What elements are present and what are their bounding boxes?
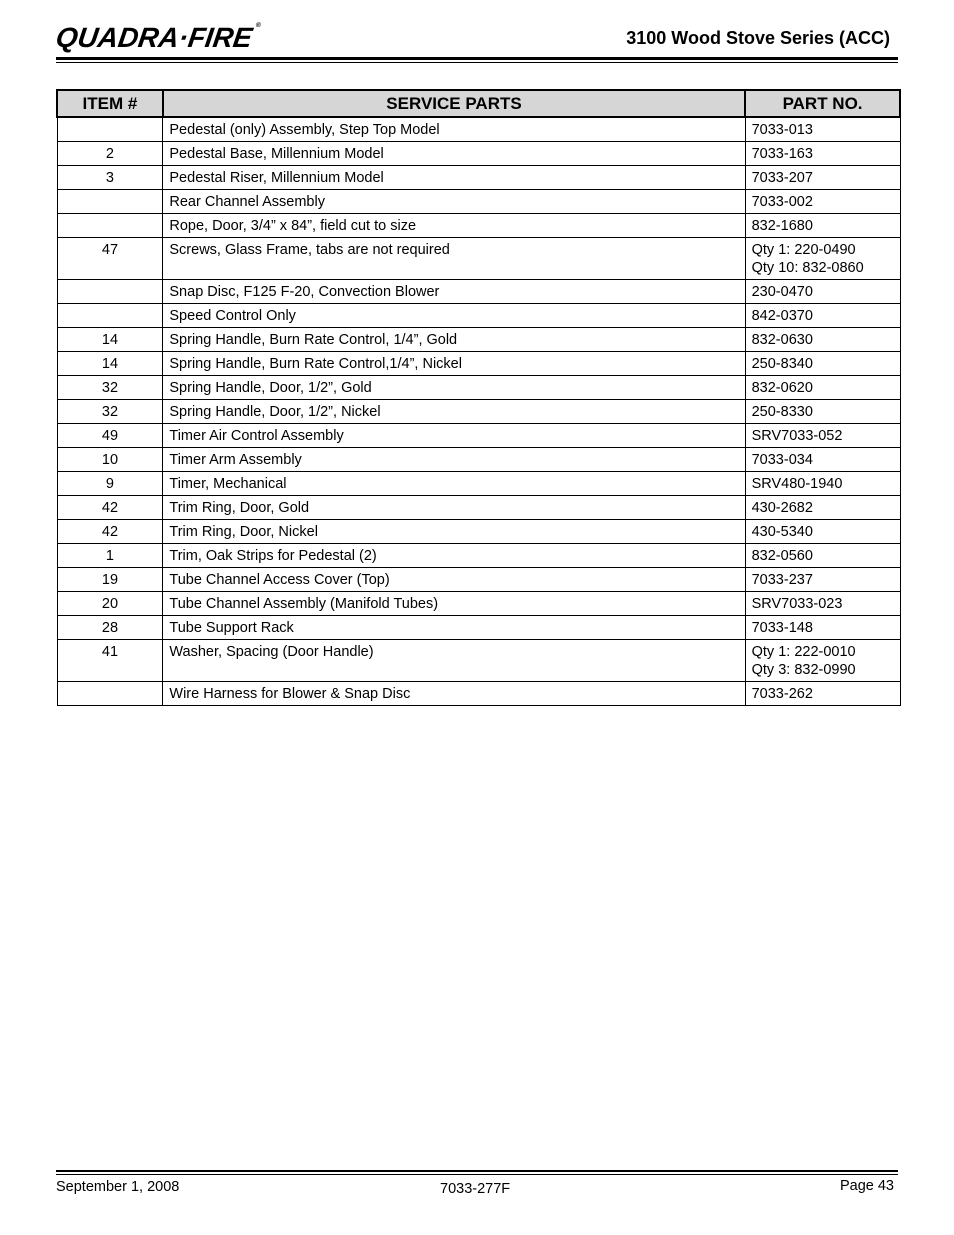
part-number-cell [745, 568, 900, 592]
service-part-description-cell: Tube Support Rack [163, 616, 745, 640]
service-part-description-cell: Trim Ring, Door, Gold [163, 496, 745, 520]
item-number-cell: 1 [57, 544, 163, 568]
item-number-cell: 28 [57, 616, 163, 640]
table-row [57, 520, 900, 544]
part-number-line: 832-0560 [751, 548, 813, 564]
service-part-description-cell: Snap Disc, F125 F-20, Convection Blower [163, 280, 745, 304]
part-number-cell [745, 304, 900, 328]
service-part-description-cell: Timer, Mechanical [163, 472, 745, 496]
table-row [57, 280, 900, 304]
part-number-cell [745, 376, 900, 400]
part-number-line: SRV7033-023 [751, 596, 843, 612]
footer-date: September 1, 2008 [56, 1179, 180, 1195]
table-body [57, 117, 900, 706]
item-number-cell: 32 [57, 400, 163, 424]
service-part-description-cell: Pedestal (only) Assembly, Step Top Model [163, 117, 745, 142]
service-part-description-cell: Spring Handle, Burn Rate Control, 1/4”, Gold [163, 328, 745, 352]
item-number-cell: 49 [57, 424, 163, 448]
item-number-cell: 32 [57, 376, 163, 400]
part-number-cell [745, 166, 900, 190]
part-number-line: 832-0630 [751, 332, 813, 348]
column-header-part-no: PART NO. [745, 90, 900, 117]
footer-rule-thin [56, 1174, 898, 1175]
table-row [57, 682, 900, 706]
item-number-cell [57, 214, 163, 238]
table-row [57, 472, 900, 496]
table-row [57, 568, 900, 592]
footer-rule-thick [56, 1170, 898, 1172]
service-part-description-cell: Pedestal Riser, Millennium Model [163, 166, 745, 190]
table-row [57, 448, 900, 472]
service-part-description-cell: Spring Handle, Burn Rate Control,1/4”, Nickel [163, 352, 745, 376]
part-number-cell [745, 520, 900, 544]
service-part-description-cell: Washer, Spacing (Door Handle) [163, 640, 745, 682]
part-number-cell [745, 280, 900, 304]
item-number-cell: 41 [57, 640, 163, 682]
part-number-line: Qty 10: 832-0860 [751, 260, 864, 276]
item-number-cell [57, 304, 163, 328]
part-number-cell [745, 328, 900, 352]
part-number-cell [745, 682, 900, 706]
service-part-description-cell: Tube Channel Access Cover (Top) [163, 568, 745, 592]
part-number-cell [745, 544, 900, 568]
column-header-item: ITEM # [57, 90, 163, 117]
service-part-description-cell: Screws, Glass Frame, tabs are not required [163, 238, 745, 280]
part-number-cell [745, 472, 900, 496]
footer-doc-number: 7033-277F [440, 1181, 511, 1197]
service-part-description-cell: Rear Channel Assembly [163, 190, 745, 214]
part-number-line: 250-8330 [751, 404, 813, 420]
table-row [57, 424, 900, 448]
part-number-line: 7033-262 [751, 686, 813, 702]
part-number-cell [745, 190, 900, 214]
part-number-line: Qty 1: 220-0490 [751, 242, 856, 258]
part-number-line: SRV7033-052 [751, 428, 843, 444]
header-rule-thin [56, 62, 898, 63]
part-number-cell [745, 400, 900, 424]
part-number-line: 230-0470 [751, 284, 813, 300]
table-row [57, 190, 900, 214]
item-number-cell: 19 [57, 568, 163, 592]
part-number-line: 7033-002 [751, 194, 813, 210]
item-number-cell: 47 [57, 238, 163, 280]
quadra-fire-logo [54, 22, 262, 54]
table-row [57, 592, 900, 616]
part-number-cell [745, 640, 900, 682]
table-row [57, 544, 900, 568]
part-number-line: 7033-013 [751, 122, 813, 138]
part-number-cell [745, 142, 900, 166]
part-number-line: SRV480-1940 [751, 476, 843, 492]
item-number-cell: 3 [57, 166, 163, 190]
part-number-line: Qty 3: 832-0990 [751, 662, 856, 678]
item-number-cell: 2 [57, 142, 163, 166]
item-number-cell: 20 [57, 592, 163, 616]
logo-text: QUADRA·FIRE [53, 22, 255, 53]
service-part-description-cell: Trim Ring, Door, Nickel [163, 520, 745, 544]
service-part-description-cell: Timer Air Control Assembly [163, 424, 745, 448]
part-number-line: 7033-163 [751, 146, 813, 162]
part-number-cell [745, 352, 900, 376]
part-number-line: 430-5340 [751, 524, 813, 540]
table-row [57, 400, 900, 424]
table-row [57, 328, 900, 352]
part-number-line: Qty 1: 222-0010 [751, 644, 856, 660]
item-number-cell: 14 [57, 328, 163, 352]
service-part-description-cell: Rope, Door, 3/4” x 84”, field cut to size [163, 214, 745, 238]
part-number-line: 7033-237 [751, 572, 813, 588]
part-number-cell [745, 448, 900, 472]
table-row [57, 238, 900, 280]
part-number-cell [745, 238, 900, 280]
part-number-cell [745, 424, 900, 448]
part-number-line: 842-0370 [751, 308, 813, 324]
part-number-line: 7033-148 [751, 620, 813, 636]
part-number-cell [745, 214, 900, 238]
item-number-cell: 42 [57, 496, 163, 520]
table-row [57, 496, 900, 520]
part-number-line: 430-2682 [751, 500, 813, 516]
table-row [57, 376, 900, 400]
service-part-description-cell: Spring Handle, Door, 1/2”, Nickel [163, 400, 745, 424]
table-row [57, 117, 900, 142]
table-row [57, 166, 900, 190]
part-number-cell [745, 592, 900, 616]
table-row [57, 142, 900, 166]
service-parts-table [56, 89, 901, 706]
item-number-cell: 10 [57, 448, 163, 472]
part-number-line: 250-8340 [751, 356, 813, 372]
part-number-cell [745, 117, 900, 142]
service-part-description-cell: Spring Handle, Door, 1/2”, Gold [163, 376, 745, 400]
table-row [57, 214, 900, 238]
footer-page-number: Page 43 [839, 1178, 894, 1194]
item-number-cell: 9 [57, 472, 163, 496]
table-row [57, 352, 900, 376]
part-number-line: 7033-207 [751, 170, 813, 186]
service-part-description-cell: Wire Harness for Blower & Snap Disc [163, 682, 745, 706]
item-number-cell [57, 190, 163, 214]
registered-mark: ® [255, 22, 262, 29]
part-number-cell [745, 496, 900, 520]
item-number-cell [57, 117, 163, 142]
column-header-service-parts: SERVICE PARTS [163, 90, 745, 117]
table-row [57, 640, 900, 682]
service-part-description-cell: Speed Control Only [163, 304, 745, 328]
item-number-cell [57, 280, 163, 304]
item-number-cell: 42 [57, 520, 163, 544]
table-header-row [57, 90, 900, 117]
part-number-line: 832-1680 [751, 218, 813, 234]
service-part-description-cell: Trim, Oak Strips for Pedestal (2) [163, 544, 745, 568]
item-number-cell: 14 [57, 352, 163, 376]
service-part-description-cell: Pedestal Base, Millennium Model [163, 142, 745, 166]
item-number-cell [57, 682, 163, 706]
document-title: 3100 Wood Stove Series (ACC) [626, 28, 890, 48]
table-row [57, 616, 900, 640]
part-number-line: 7033-034 [751, 452, 813, 468]
part-number-cell [745, 616, 900, 640]
service-part-description-cell: Tube Channel Assembly (Manifold Tubes) [163, 592, 745, 616]
header-rule-thick [56, 57, 898, 60]
part-number-line: 832-0620 [751, 380, 813, 396]
table-row [57, 304, 900, 328]
service-part-description-cell: Timer Arm Assembly [163, 448, 745, 472]
